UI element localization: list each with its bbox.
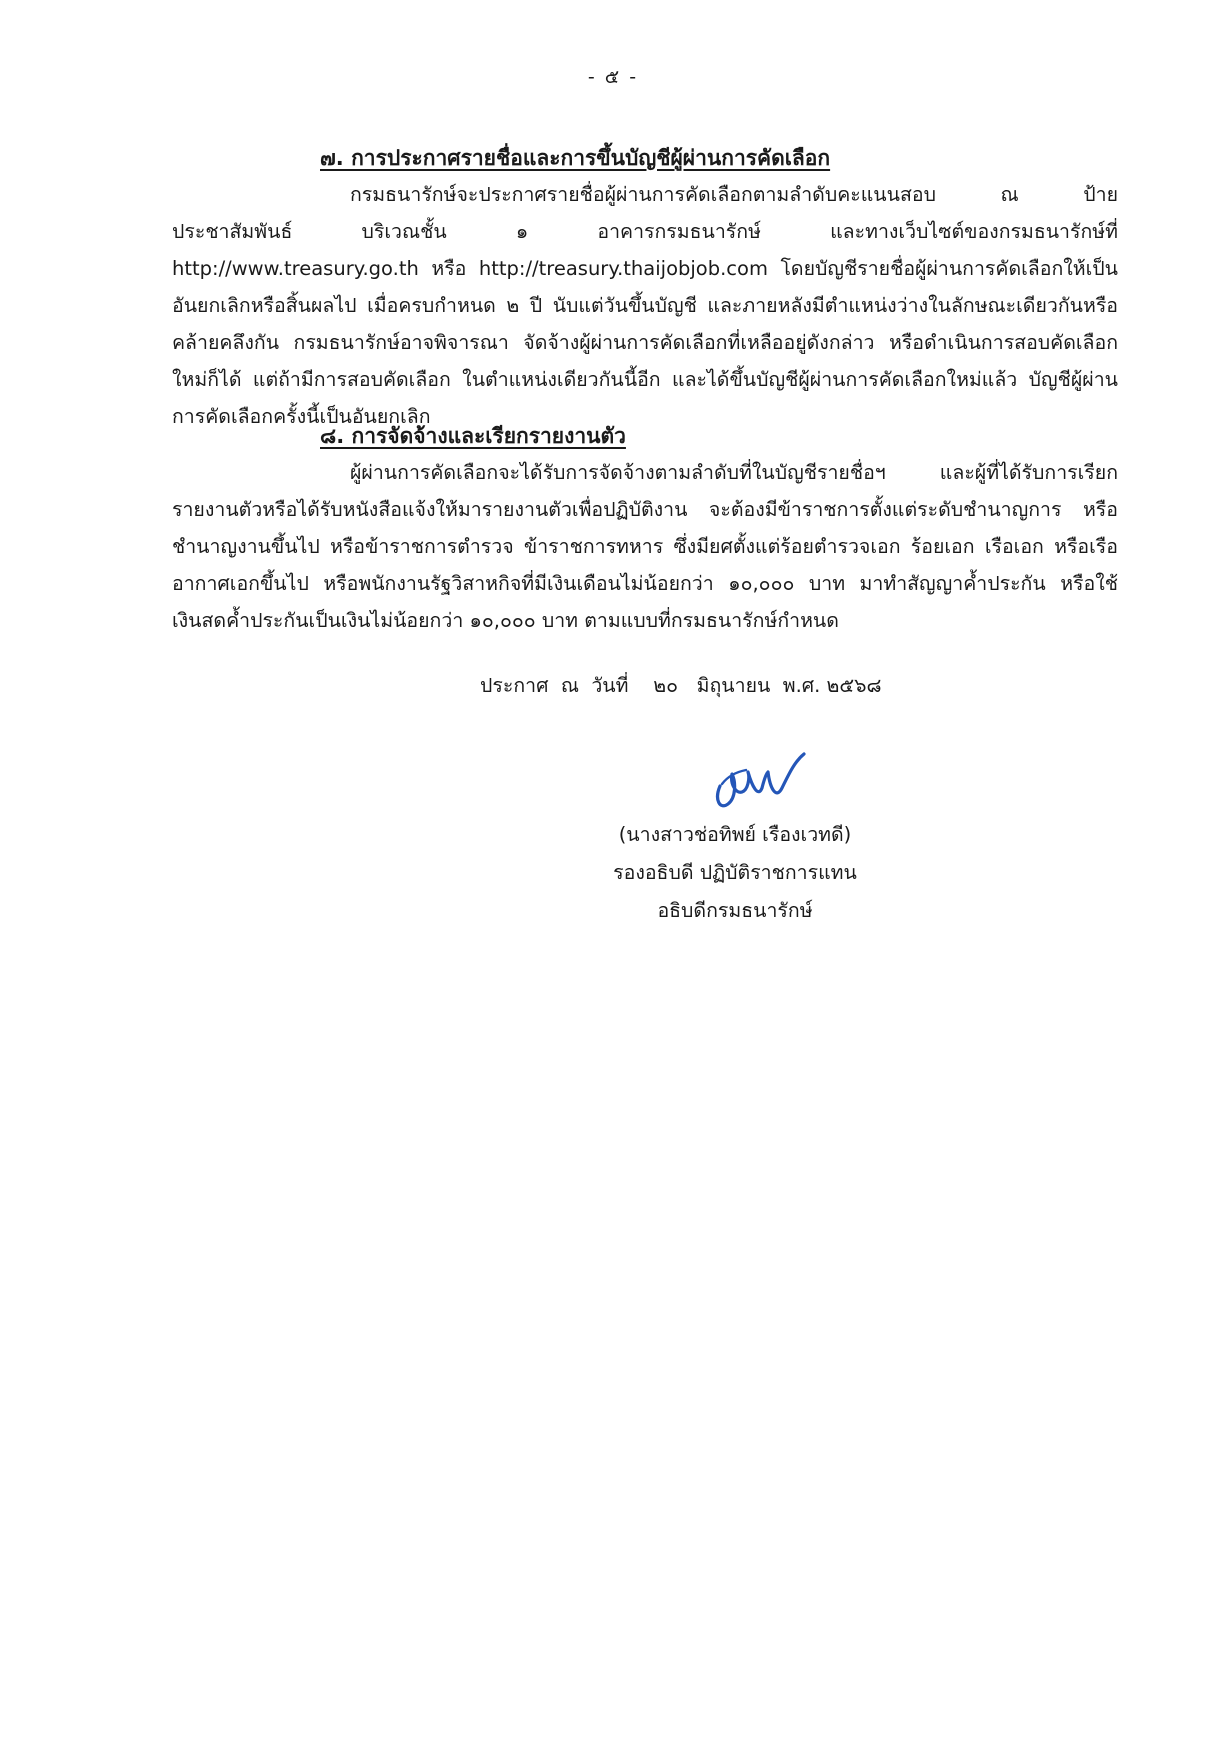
signer-block [560, 816, 910, 930]
signature-icon [706, 748, 816, 818]
announcement-date: ประกาศ ณ วันที่ ๒๐ มิถุนายน พ.ศ. ๒๕๖๘ [480, 674, 882, 697]
page-number: - ๕ - [587, 66, 639, 88]
signer-position: รองอธิบดี ปฏิบัติราชการแทน [613, 861, 857, 884]
section-8 [172, 418, 1118, 639]
section-heading: ๗. การประกาศรายชื่อและการขึ้นบัญชีผู้ผ่านการคัดเลือก [320, 146, 831, 170]
signer-name: (นางสาวช่อทิพย์ เรืองเวทดี) [618, 823, 852, 846]
section-7 [172, 140, 1118, 435]
section-body: ผู้ผ่านการคัดเลือกจะได้รับการจัดจ้างตามลำดับที่ในบัญชีรายชื่อฯ และผู้ที่ได้รับการเรียก รายงานตัวหรือได้รับหนังสือแจ้งให้มารายงานตัวเพื่อปฏิบัติงาน จะต้องมีข้าราชการตั้งแต่ระดับชำนาญการ หรือชำนาญงานขึ้นไป หรือข้าราชการตำรวจ ข้าราชการทหาร ซึ่งมียศตั้งแต่ร้อยตำรวจเอก ร้อยเอก เรือเอก หรือเรืออากาศเอกขึ้นไป หรือพนักงานรัฐวิสาหกิจที่มีเงินเดือนไม่น้อยกว่า ๑๐,๐๐๐ บาท มาทำสัญญาค้ำประกัน หรือใช้เงินสดค้ำประกันเป็นเงินไม่น้อยกว่า ๑๐,๐๐๐ บาท ตามแบบที่กรมธนารักษ์กำหนด [172, 461, 1118, 632]
signer-title: อธิบดีกรมธนารักษ์ [657, 899, 813, 922]
section-heading: ๘. การจัดจ้างและเรียกรายงานตัว [320, 424, 626, 448]
section-body: กรมธนารักษ์จะประกาศรายชื่อผู้ผ่านการคัดเลือกตามลำดับคะแนนสอบ ณ ป้ายประชาสัมพันธ์ บริเวณชั้น ๑ อาคารกรมธนารักษ์ และทางเว็บไซต์ของกรมธนารักษ์ที่ http://www.treasury.go.th หรือ http://treasury.thaijobjob.com โดยบัญชีรายชื่อผู้ผ่านการคัดเลือกให้เป็นอันยกเลิกหรือสิ้นผลไป เมื่อครบกำหนด ๒ ปี นับแต่วันขึ้นบัญชี และภายหลังมีตำแหน่งว่างในลักษณะเดียวกันหรือคล้ายคลึงกัน กรมธนารักษ์อาจพิจารณา จัดจ้างผู้ผ่านการคัดเลือกที่เหลืออยู่ดังกล่าว หรือดำเนินการสอบคัดเลือกใหม่ก็ได้ แต่ถ้ามีการสอบคัดเลือก ในตำแหน่งเดียวกันนี้อีก และได้ขึ้นบัญชีผู้ผ่านการคัดเลือกใหม่แล้ว บัญชีผู้ผ่านการคัดเลือกครั้งนี้เป็นอันยกเลิก [172, 183, 1118, 428]
